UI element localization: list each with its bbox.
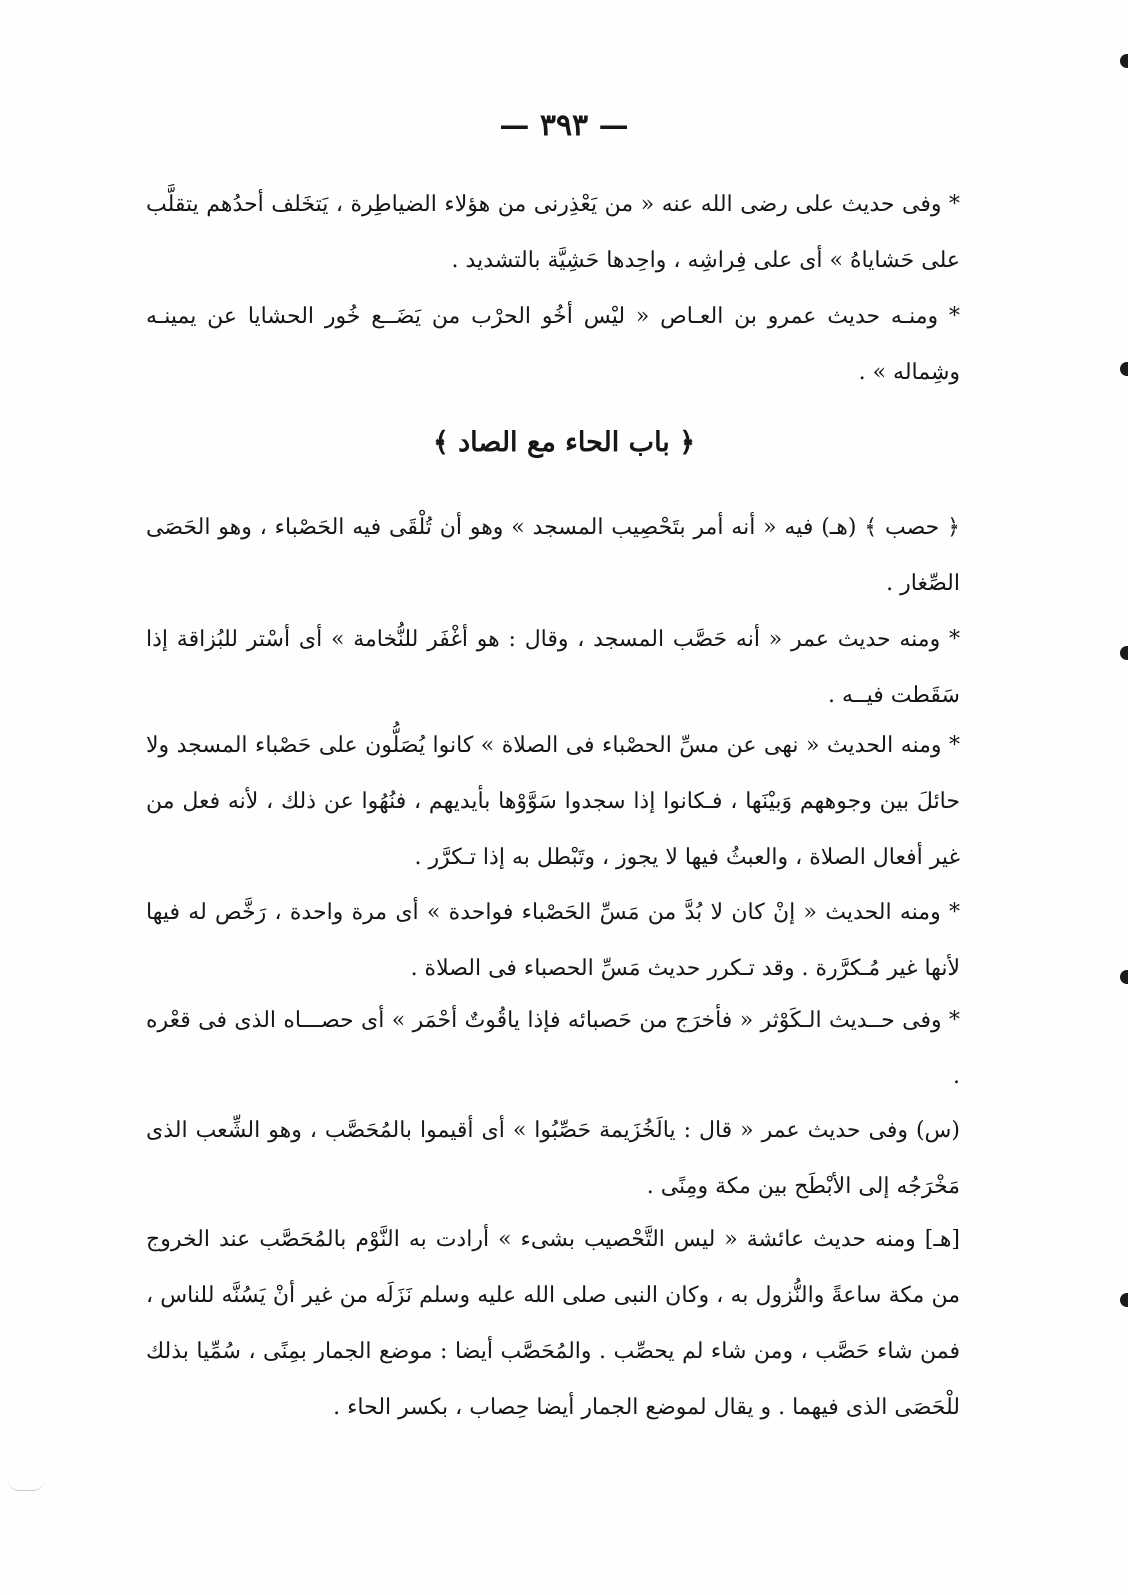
page-edge-mark	[1120, 54, 1128, 68]
page-edge-mark	[1120, 646, 1128, 660]
page-number: — ٣٩٣ —	[499, 108, 629, 143]
page-edge-mark	[1120, 970, 1128, 984]
paragraph-umar-hadith: * ومنه حديث عمر « أنه حَصَّب المسجد ، وقال : هو أغْفَر للنُّخامة » أى أسْتر للبُزاقة إذا سَقَطت فيــه .	[146, 627, 960, 708]
paragraph-kawthar: * وفى حــديث الـكَوْثر « فأخرَج من حَصبائه فإذا ياقُوتٌ أحْمَر » أى حصـــاه الذى فى قعْره .	[146, 1008, 960, 1089]
paragraph-aisha-hadith: [هـ] ومنه حديث عائشة « ليس التَّحْصيب بشىء » أرادت به النَّوْم بالمُحَصَّب عند الخروج من مكة ساعةً والنُّزول به ، وكان النبى صلى الله عليه وسلم نَزَلَه من غير أنْ يَسُنَّه للناس ، فمن شاء حَصَّب ، ومن شاء لم يحصِّب . والمُحَصَّب أيضا : موضع الجمار بمِنًى ، سُمِّيا بذلك للْحَصَى الذى فيهما . و يقال لموضع الجمار أيضا حِصاب ، بكسر الحاء .	[146, 1227, 960, 1420]
page-edge-mark	[1120, 1293, 1128, 1307]
scan-blemish	[8, 1480, 44, 1491]
paragraph-amr-hadith: * ومنـه حديث عمرو بن العـاص « ليْس أخُو الحرْب من يَضَــع خُور الحشايا عن يمينـه وشِماله » .	[146, 304, 960, 385]
section-heading: ﴿ باب الحاء مع الصاد ﴾	[432, 427, 696, 458]
paragraph-muhassab: (س) وفى حديث عمر « قال : يالَخُزَيمة حَصِّبُوا » أى أقيموا بالمُحَصَّب ، وهو الشِّعب الذى مَخْرَجُه إلى الأبْطَح بين مكة ومِنًى .	[146, 1118, 960, 1199]
paragraph-hasb-entry: ﴿ حصب ﴾ (هـ) فيه « أنه أمر بتَحْصِيب المسجد » وهو أن تُلْقَى فيه الحَصْباء ، وهو الحَصَى الصِّغار .	[146, 515, 960, 596]
paragraph-mass-once: * ومنه الحديث « إنْ كان لا بُدَّ من مَسِّ الحَصْباء فواحدة » أى مرة واحدة ، رَخَّص له فيها لأنها غير مُـكرَّرة . وقد تـكرر حديث مَسِّ الحصباء فى الصلاة .	[146, 900, 960, 981]
paragraph-ali-hadith: * وفى حديث على رضى الله عنه « من يَعْذِرنى من هؤلاء الضياطِرة ، يَتخَلف أحدُهم يتقلَّب على حَشاياهُ » أى على فِراشِه ، واحِدها حَشِيَّة بالتشديد .	[146, 192, 960, 273]
paragraph-masss-hasba: * ومنه الحديث « نهى عن مسِّ الحصْباء فى الصلاة » كانوا يُصَلُّون على حَصْباء المسجد ولا حائلَ بين وجوههم وَبيْنَها ، فـكانوا إذا سجدوا سَوَّوْها بأيديهم ، فنُهُوا عن ذلك ، لأنه فعل من غير أفعال الصلاة ، والعبثُ فيها لا يجوز ، وتَبْطل به إذا تـكرَّر .	[146, 733, 960, 870]
page-edge-mark	[1120, 362, 1128, 376]
